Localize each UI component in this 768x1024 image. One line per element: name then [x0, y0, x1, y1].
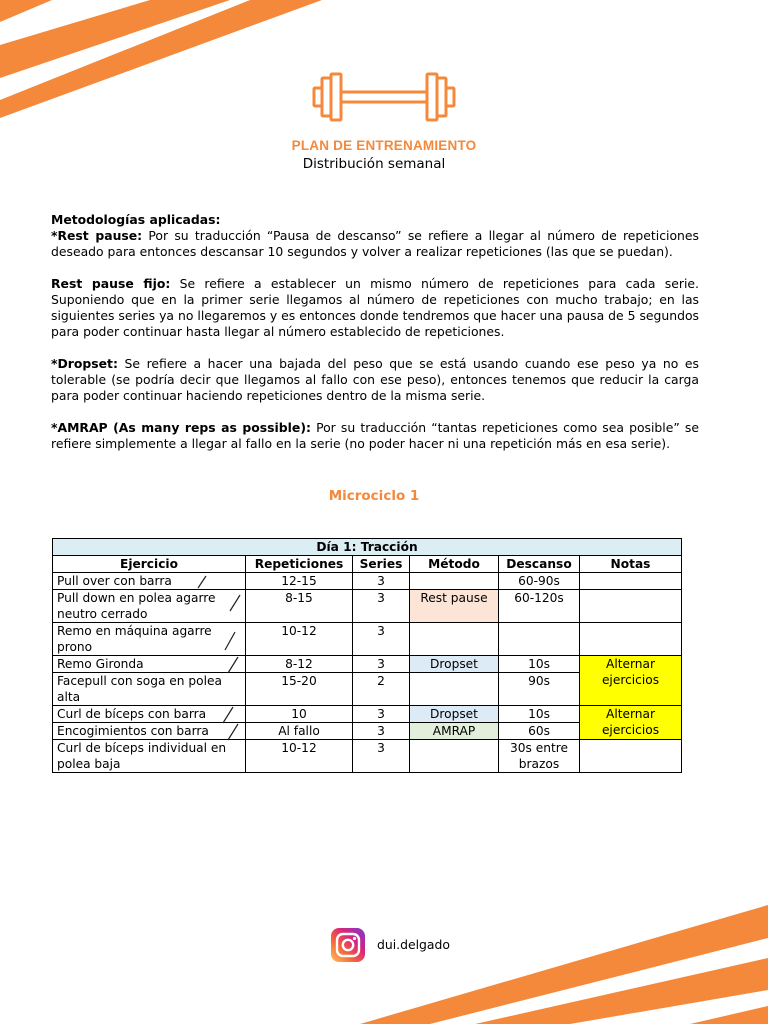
series-cell: 3 — [353, 590, 410, 623]
notes-cell: Alternar ejercicios — [580, 656, 682, 706]
reps-cell: Al fallo — [246, 723, 353, 740]
exercise-cell — [53, 706, 246, 723]
exercise-cell — [53, 723, 246, 740]
column-header: Descanso — [499, 556, 580, 573]
exercise-name: Pull over con barra — [57, 574, 172, 588]
reps-cell: 8-15 — [246, 590, 353, 623]
check-mark-icon — [226, 723, 240, 741]
methodologies-heading: Metodologías aplicadas: — [51, 212, 221, 227]
methodology-term: Rest pause fijo: — [51, 276, 171, 291]
methodology-term: *Dropset: — [51, 356, 118, 371]
rest-cell: 30s entre brazos — [499, 740, 580, 773]
methodology-term: *AMRAP (As many reps as possible): — [51, 420, 311, 435]
exercise-cell — [53, 590, 246, 623]
check-mark-icon — [196, 575, 208, 589]
method-cell — [410, 673, 499, 706]
training-table — [52, 538, 682, 773]
reps-cell: 8-12 — [246, 656, 353, 673]
rest-cell: 60s — [499, 723, 580, 740]
notes-cell — [580, 740, 682, 773]
series-cell: 3 — [353, 740, 410, 773]
rest-cell: 90s — [499, 673, 580, 706]
column-header: Series — [353, 556, 410, 573]
method-cell — [410, 623, 499, 656]
table-row — [53, 573, 682, 590]
exercise-name: Curl de bíceps individual en polea baja — [57, 741, 227, 771]
dumbbell-icon — [312, 72, 456, 122]
methodology-text: Por su traducción “tantas repeticiones como sea posible” se refiere simplemente a llegar al fallo en la serie (no poder hacer ni una repetición más en esa serie). — [51, 420, 699, 451]
check-mark-icon — [223, 631, 237, 651]
column-header: Repeticiones — [246, 556, 353, 573]
table-row — [53, 590, 682, 623]
table-row — [53, 740, 682, 773]
series-cell: 2 — [353, 673, 410, 706]
reps-cell: 10 — [246, 706, 353, 723]
method-cell: Dropset — [410, 656, 499, 673]
check-mark-icon — [221, 706, 235, 724]
methodology-rest-pause — [51, 228, 699, 260]
instagram-icon[interactable] — [331, 928, 365, 962]
series-cell: 3 — [353, 723, 410, 740]
methodology-text: Se refiere a hacer una bajada del peso que se está usando cuando ese peso ya no es tolerable (se podría decir que llegamos al fallo con ese peso), entonces tenemos que reducir la carga para poder continuar haciendo repeticiones dentro de la misma serie. — [51, 356, 699, 403]
exercise-name: Remo Gironda — [57, 657, 144, 671]
exercise-name: Encogimientos con barra — [57, 724, 209, 738]
reps-cell: 10-12 — [246, 623, 353, 656]
notes-cell — [580, 623, 682, 656]
series-cell: 3 — [353, 706, 410, 723]
exercise-cell — [53, 623, 246, 656]
methodology-amrap — [51, 420, 699, 452]
notes-cell — [580, 573, 682, 590]
column-header: Ejercicio — [53, 556, 246, 573]
notes-cell: Alternar ejercicios — [580, 706, 682, 740]
exercise-name: Facepull con soga en polea alta — [57, 674, 222, 704]
reps-cell: 15-20 — [246, 673, 353, 706]
reps-cell: 10-12 — [246, 740, 353, 773]
column-header-row — [53, 556, 682, 573]
method-cell: Rest pause — [410, 590, 499, 623]
methodology-term: *Rest pause: — [51, 228, 143, 243]
microcycle-title: Microciclo 1 — [328, 488, 420, 504]
methodology-dropset — [51, 356, 699, 404]
column-header: Notas — [580, 556, 682, 573]
series-cell: 3 — [353, 573, 410, 590]
methodology-text: Por su traducción “Pausa de descanso” se refiere a llegar al número de repeticiones deseado para entonces descansar 10 segundos y volver a realizar repeticiones (las que se puedan). — [51, 228, 699, 259]
check-mark-icon — [226, 656, 240, 674]
rest-cell: 60-120s — [499, 590, 580, 623]
table-row — [53, 623, 682, 656]
exercise-cell — [53, 740, 246, 773]
day-header-row — [53, 539, 682, 556]
rest-cell: 60-90s — [499, 573, 580, 590]
series-cell: 3 — [353, 656, 410, 673]
rest-cell: 10s — [499, 656, 580, 673]
table-row — [53, 656, 682, 673]
table-row — [53, 706, 682, 723]
exercise-cell — [53, 573, 246, 590]
page-subtitle: Distribución semanal — [302, 156, 446, 172]
method-cell: AMRAP — [410, 723, 499, 740]
day-title: Día 1: Tracción — [53, 539, 682, 556]
column-header: Método — [410, 556, 499, 573]
notes-cell — [580, 590, 682, 623]
methodology-text: Se refiere a establecer un mismo número de repeticiones para cada serie. Suponiendo que en la primer serie llegamos al número de repeticiones con mucho trabajo; en las siguientes series ya no llegaremos y es entonces donde tendremos que hacer una pausa de 5 segundos para poder continuar hasta llegar al número establecido de repeticiones. — [51, 276, 699, 339]
method-cell: Dropset — [410, 706, 499, 723]
method-cell — [410, 740, 499, 773]
exercise-name: Curl de bíceps con barra — [57, 707, 207, 721]
exercise-cell — [53, 673, 246, 706]
instagram-handle[interactable]: dui.delgado — [377, 937, 450, 952]
rest-cell: 10s — [499, 706, 580, 723]
rest-cell — [499, 623, 580, 656]
series-cell: 3 — [353, 623, 410, 656]
methodologies-section — [51, 212, 699, 468]
method-cell — [410, 573, 499, 590]
page-title: PLAN DE ENTRENAMIENTO — [291, 138, 477, 153]
exercise-cell — [53, 656, 246, 673]
methodology-rest-pause-fijo — [51, 276, 699, 340]
exercise-name: Remo en máquina agarre prono — [57, 624, 212, 654]
reps-cell: 12-15 — [246, 573, 353, 590]
exercise-name: Pull down en polea agarre neutro cerrado — [57, 591, 216, 621]
check-mark-icon — [228, 594, 242, 612]
